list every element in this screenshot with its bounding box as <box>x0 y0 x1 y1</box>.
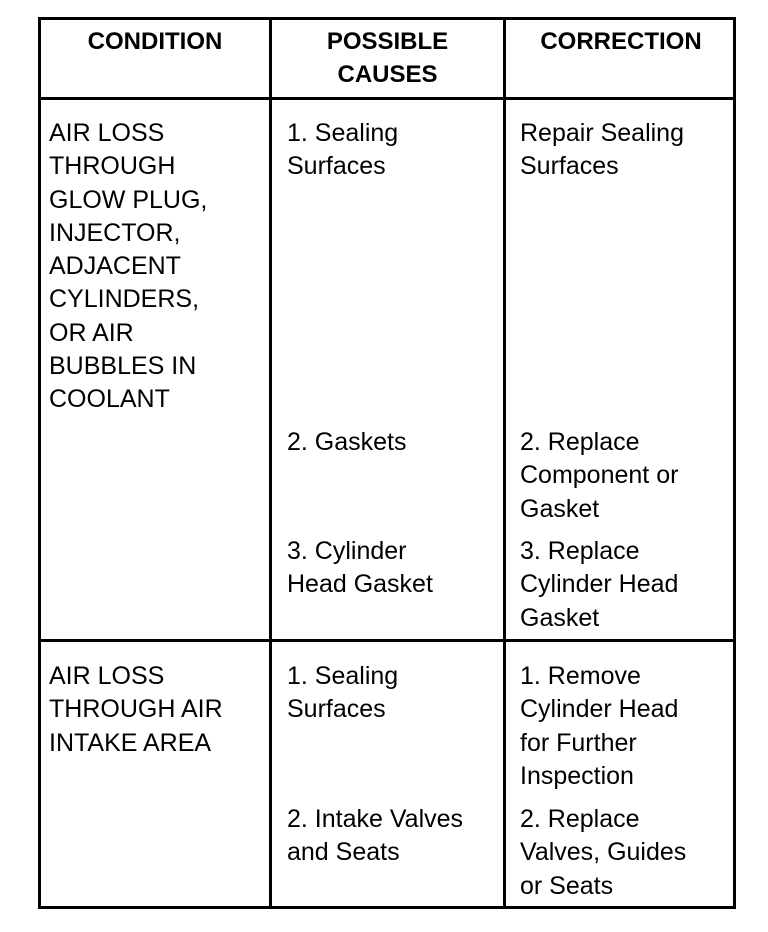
header-divider <box>41 97 733 100</box>
header-condition: CONDITION <box>87 28 223 55</box>
row1-correction-1: Repair Sealing Surfaces <box>520 119 684 181</box>
row2-cause-2: 2. Intake Valves and Seats <box>287 805 464 867</box>
row2-cause-1: 1. Sealing Surfaces <box>287 662 399 724</box>
column-divider <box>503 20 506 906</box>
row2-condition: AIR LOSS THROUGH AIR INTAKE AREA <box>49 662 223 757</box>
column-divider <box>269 20 272 906</box>
row2-correction-2: 2. Replace Valves, Guides or Seats <box>520 805 687 900</box>
header-correction: CORRECTION <box>540 28 702 55</box>
row2-correction-1: 1. Remove Cylinder Head for Further Inspection <box>520 662 679 790</box>
diagnosis-table <box>38 17 736 909</box>
header-possible-causes: POSSIBLE CAUSES <box>326 28 449 88</box>
row-divider <box>41 639 733 642</box>
row1-cause-3: 3. Cylinder Head Gasket <box>287 537 433 599</box>
row1-cause-2: 2. Gaskets <box>287 428 407 456</box>
row1-cause-1: 1. Sealing Surfaces <box>287 119 399 181</box>
row1-correction-3: 3. Replace Cylinder Head Gasket <box>520 537 679 632</box>
row1-correction-2: 2. Replace Component or Gasket <box>520 428 679 523</box>
row1-condition: AIR LOSS THROUGH GLOW PLUG, INJECTOR, ADJACENT CYLINDERS, OR AIR BUBBLES IN COOLANT <box>49 119 208 414</box>
